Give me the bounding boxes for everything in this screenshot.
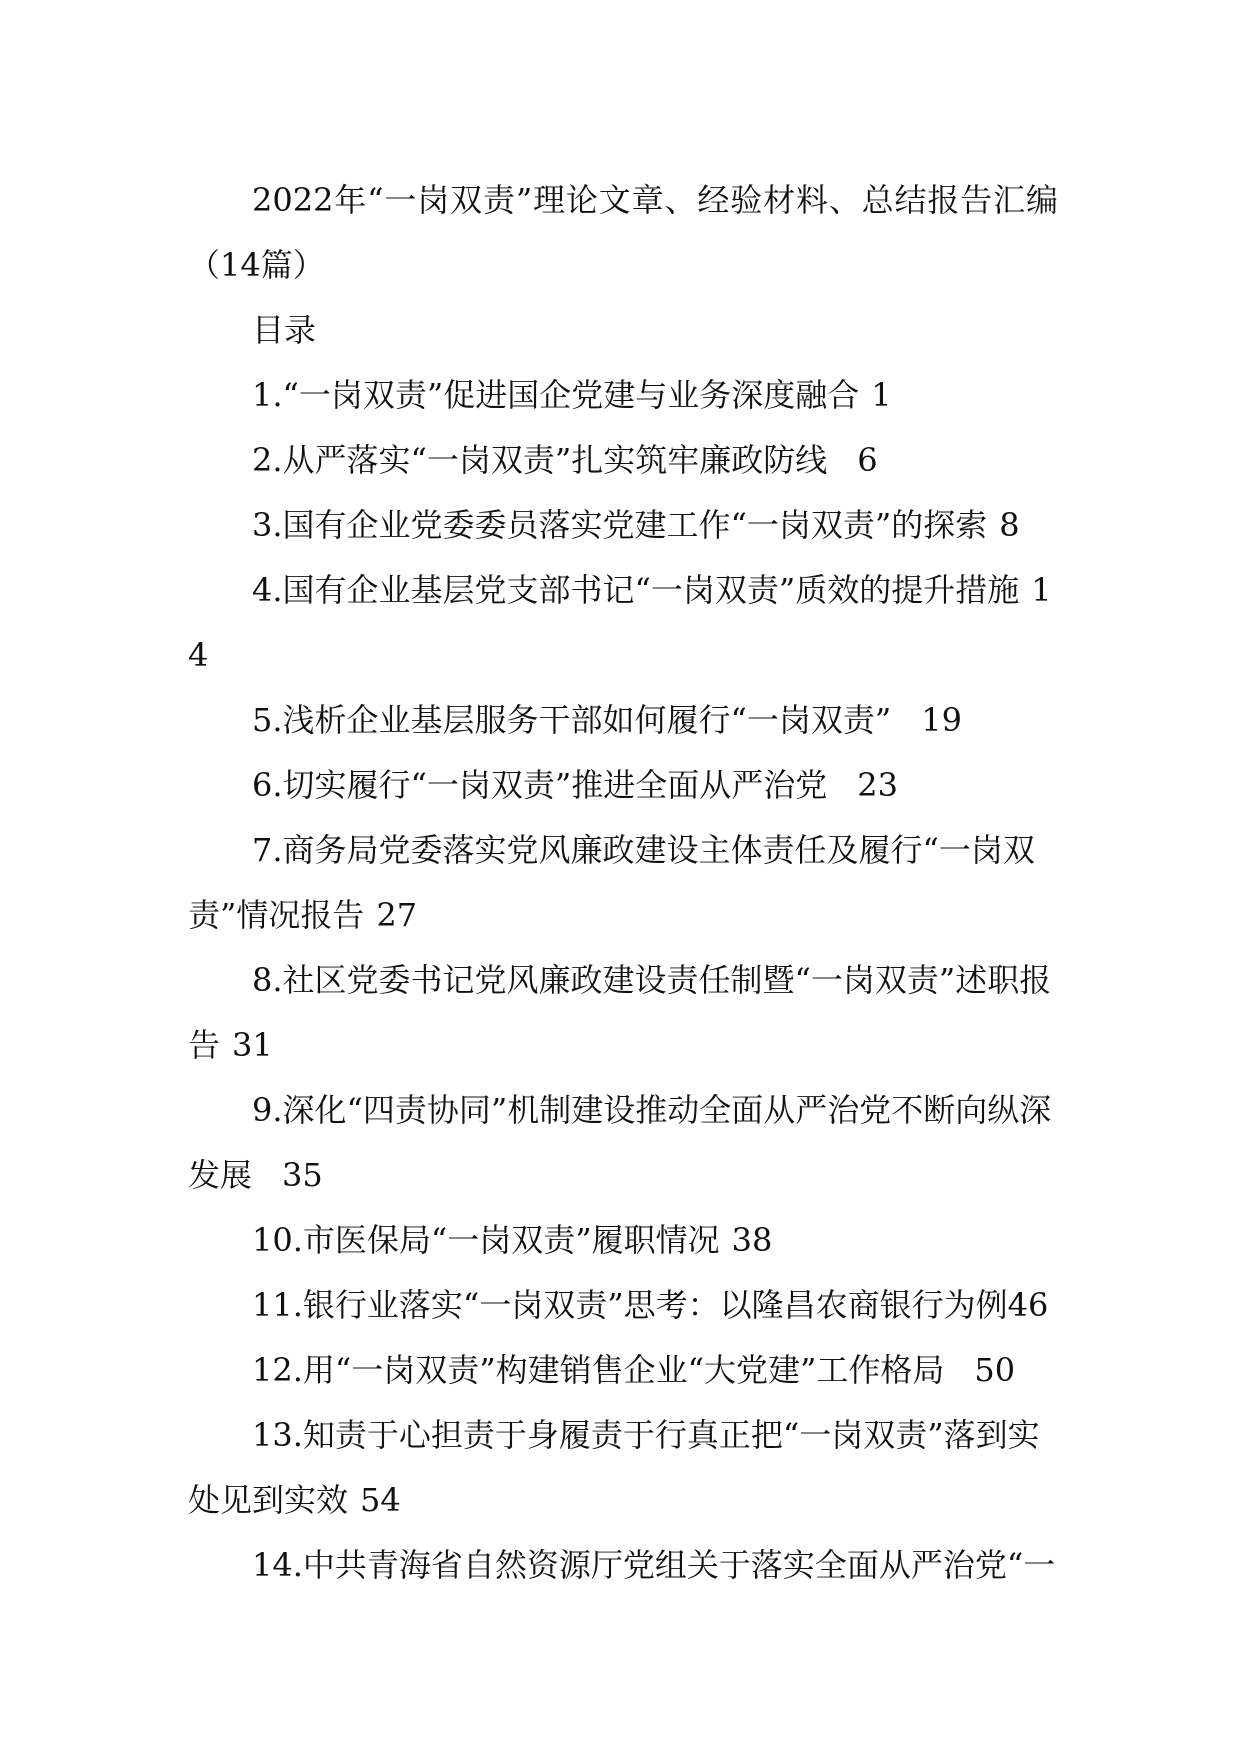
toc-item-title: 切实履行“一岗双责”推进全面从严治党 (282, 766, 828, 804)
toc-item-number: 7. (252, 831, 283, 869)
toc-item-title: 知责于心担责于身履责于行真正把“一岗双责”落到实处见到实效 (188, 1416, 1040, 1519)
toc-item-number: 13. (252, 1416, 303, 1454)
toc-item-title: 商务局党委落实党风廉政建设主体责任及履行“一岗双责”情况报告 (188, 831, 1035, 934)
toc-item[interactable] (188, 1208, 1058, 1273)
toc-item-page: 54 (360, 1481, 401, 1519)
toc-item-title: 用“一岗双责”构建销售企业“大党建”工作格局 (302, 1351, 945, 1389)
toc-item-number: 11. (252, 1286, 303, 1324)
toc-item-number: 4. (252, 571, 283, 609)
toc-item-page: 50 (974, 1351, 1016, 1389)
toc-item-number: 12. (252, 1351, 303, 1389)
toc-item-number: 2. (252, 441, 283, 479)
toc-item-title: “一岗双责”促进国企党建与业务深度融合 (282, 376, 860, 414)
toc-item-title: 深化“四责协同”机制建设推动全面从严治党不断向纵深发展 (188, 1091, 1052, 1194)
toc-item-title: 中共青海省自然资源厅党组关于落实全面从严治党“一 (302, 1546, 1056, 1584)
toc-item[interactable] (188, 1533, 1058, 1598)
toc-item-title: 社区党委书记党风廉政建设责任制暨“一岗双责”述职报告 (188, 961, 1052, 1064)
toc-item-title: 银行业落实“一岗双责”思考：以隆昌农商银行为例 (302, 1286, 1008, 1324)
toc-item[interactable] (188, 493, 1058, 558)
toc-item-page: 38 (731, 1221, 773, 1259)
toc-item-number: 14. (252, 1546, 303, 1584)
toc-item-page: 23 (857, 766, 898, 804)
toc-item-number: 3. (252, 506, 283, 544)
toc-item[interactable] (188, 428, 1058, 493)
toc-item[interactable] (188, 1078, 1058, 1208)
toc-heading: 目录 (252, 311, 317, 349)
toc-item-number: 6. (252, 766, 283, 804)
toc-item[interactable] (188, 1338, 1058, 1403)
toc-item[interactable] (188, 1403, 1058, 1533)
toc-item-page: 19 (921, 701, 962, 739)
toc-item-title: 国有企业基层党支部书记“一岗双责”质效的提升措施 (282, 571, 1020, 609)
toc-item-page: 8 (999, 506, 1020, 544)
toc-item-page: 35 (282, 1156, 323, 1194)
document-content (188, 168, 1058, 1598)
toc-item-number: 5. (252, 701, 283, 739)
toc-item-title: 从严落实“一岗双责”扎实筑牢廉政防线 (282, 441, 828, 479)
toc-item[interactable] (188, 363, 1058, 428)
toc-item-title: 国有企业党委委员落实党建工作“一岗双责”的探索 (282, 506, 988, 544)
toc-item-page: 46 (1007, 1286, 1049, 1324)
toc-item-page: 6 (857, 441, 878, 479)
toc-item-number: 10. (252, 1221, 303, 1259)
toc-item-title: 市医保局“一岗双责”履职情况 (302, 1221, 720, 1259)
toc-item[interactable] (188, 1273, 1058, 1338)
toc-item-page: 31 (232, 1026, 273, 1064)
toc-item-page: 1 (871, 376, 892, 414)
toc-item-number: 8. (252, 961, 283, 999)
toc-item[interactable] (188, 688, 1058, 753)
toc-item-title: 浅析企业基层服务干部如何履行“一岗双责” (282, 701, 892, 739)
document-title: 2022年“一岗双责”理论文章、经验材料、总结报告汇编（14篇） (188, 181, 1058, 284)
toc-item-number: 9. (252, 1091, 283, 1129)
toc-item[interactable] (188, 753, 1058, 818)
toc-item-page: 14 (188, 571, 1052, 674)
toc-item[interactable] (188, 948, 1058, 1078)
toc-item-number: 1. (252, 376, 283, 414)
toc-item-page: 27 (376, 896, 418, 934)
toc-item[interactable] (188, 558, 1058, 688)
toc-item[interactable] (188, 818, 1058, 948)
